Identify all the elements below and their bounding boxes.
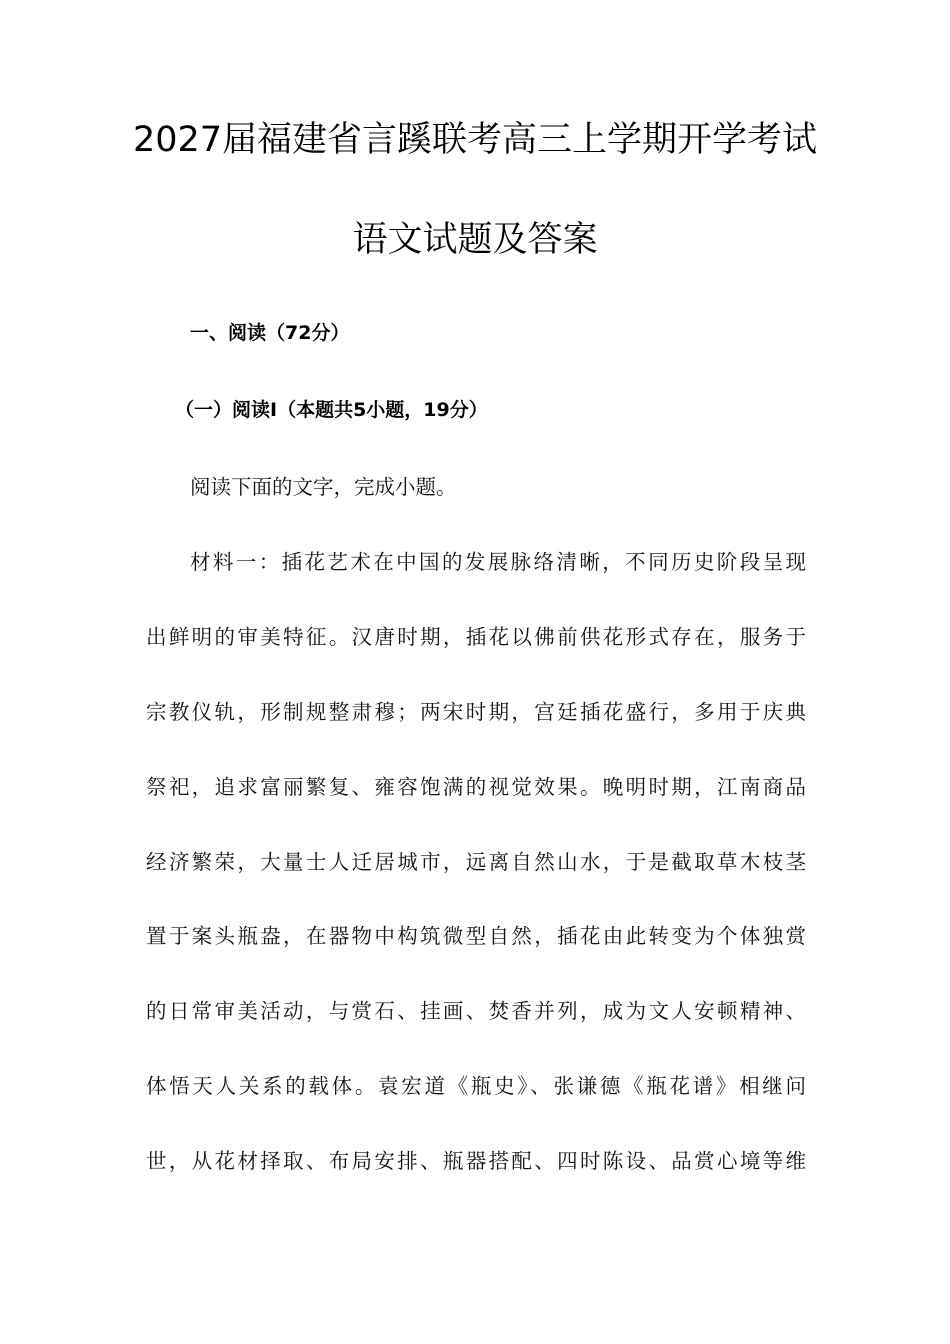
paragraph-line: 出鲜明的审美特征。汉唐时期，插花以佛前供花形式存在，服务于 bbox=[146, 625, 806, 649]
document-title-line-1: 2027届福建省言蹊联考高三上学期开学考试 bbox=[132, 120, 818, 160]
section-heading: 一、阅读（72分） bbox=[190, 322, 350, 344]
paragraph-line: 宗教仪轨，形制规整肃穆；两宋时期，宫廷插花盛行，多用于庆典 bbox=[146, 700, 806, 724]
paragraph-line: 的日常审美活动，与赏石、挂画、焚香并列，成为文人安顿精神、 bbox=[146, 999, 806, 1023]
paragraph-line: 经济繁荣，大量士人迁居城市，远离自然山水，于是截取草木枝茎 bbox=[146, 850, 806, 874]
subsection-heading: （一）阅读Ⅰ（本题共5小题，19分） bbox=[175, 399, 488, 421]
paragraph-line: 材料一：插花艺术在中国的发展脉络清晰，不同历史阶段呈现 bbox=[190, 550, 806, 574]
paragraph-line: 世，从花材择取、布局安排、瓶器搭配、四时陈设、品赏心境等维 bbox=[146, 1149, 806, 1173]
paragraph-line: 置于案头瓶盎，在器物中构筑微型自然，插花由此转变为个体独赏 bbox=[146, 924, 806, 948]
paragraph-line: 体悟天人关系的载体。袁宏道《瓶史》、张谦德《瓶花谱》相继问 bbox=[146, 1074, 806, 1098]
document-title-line-2: 语文试题及答案 bbox=[352, 220, 598, 260]
paragraph-line: 祭祀，追求富丽繁复、雍容饱满的视觉效果。晚明时期，江南商品 bbox=[146, 775, 806, 799]
instruction-text: 阅读下面的文字，完成小题。 bbox=[190, 475, 457, 499]
